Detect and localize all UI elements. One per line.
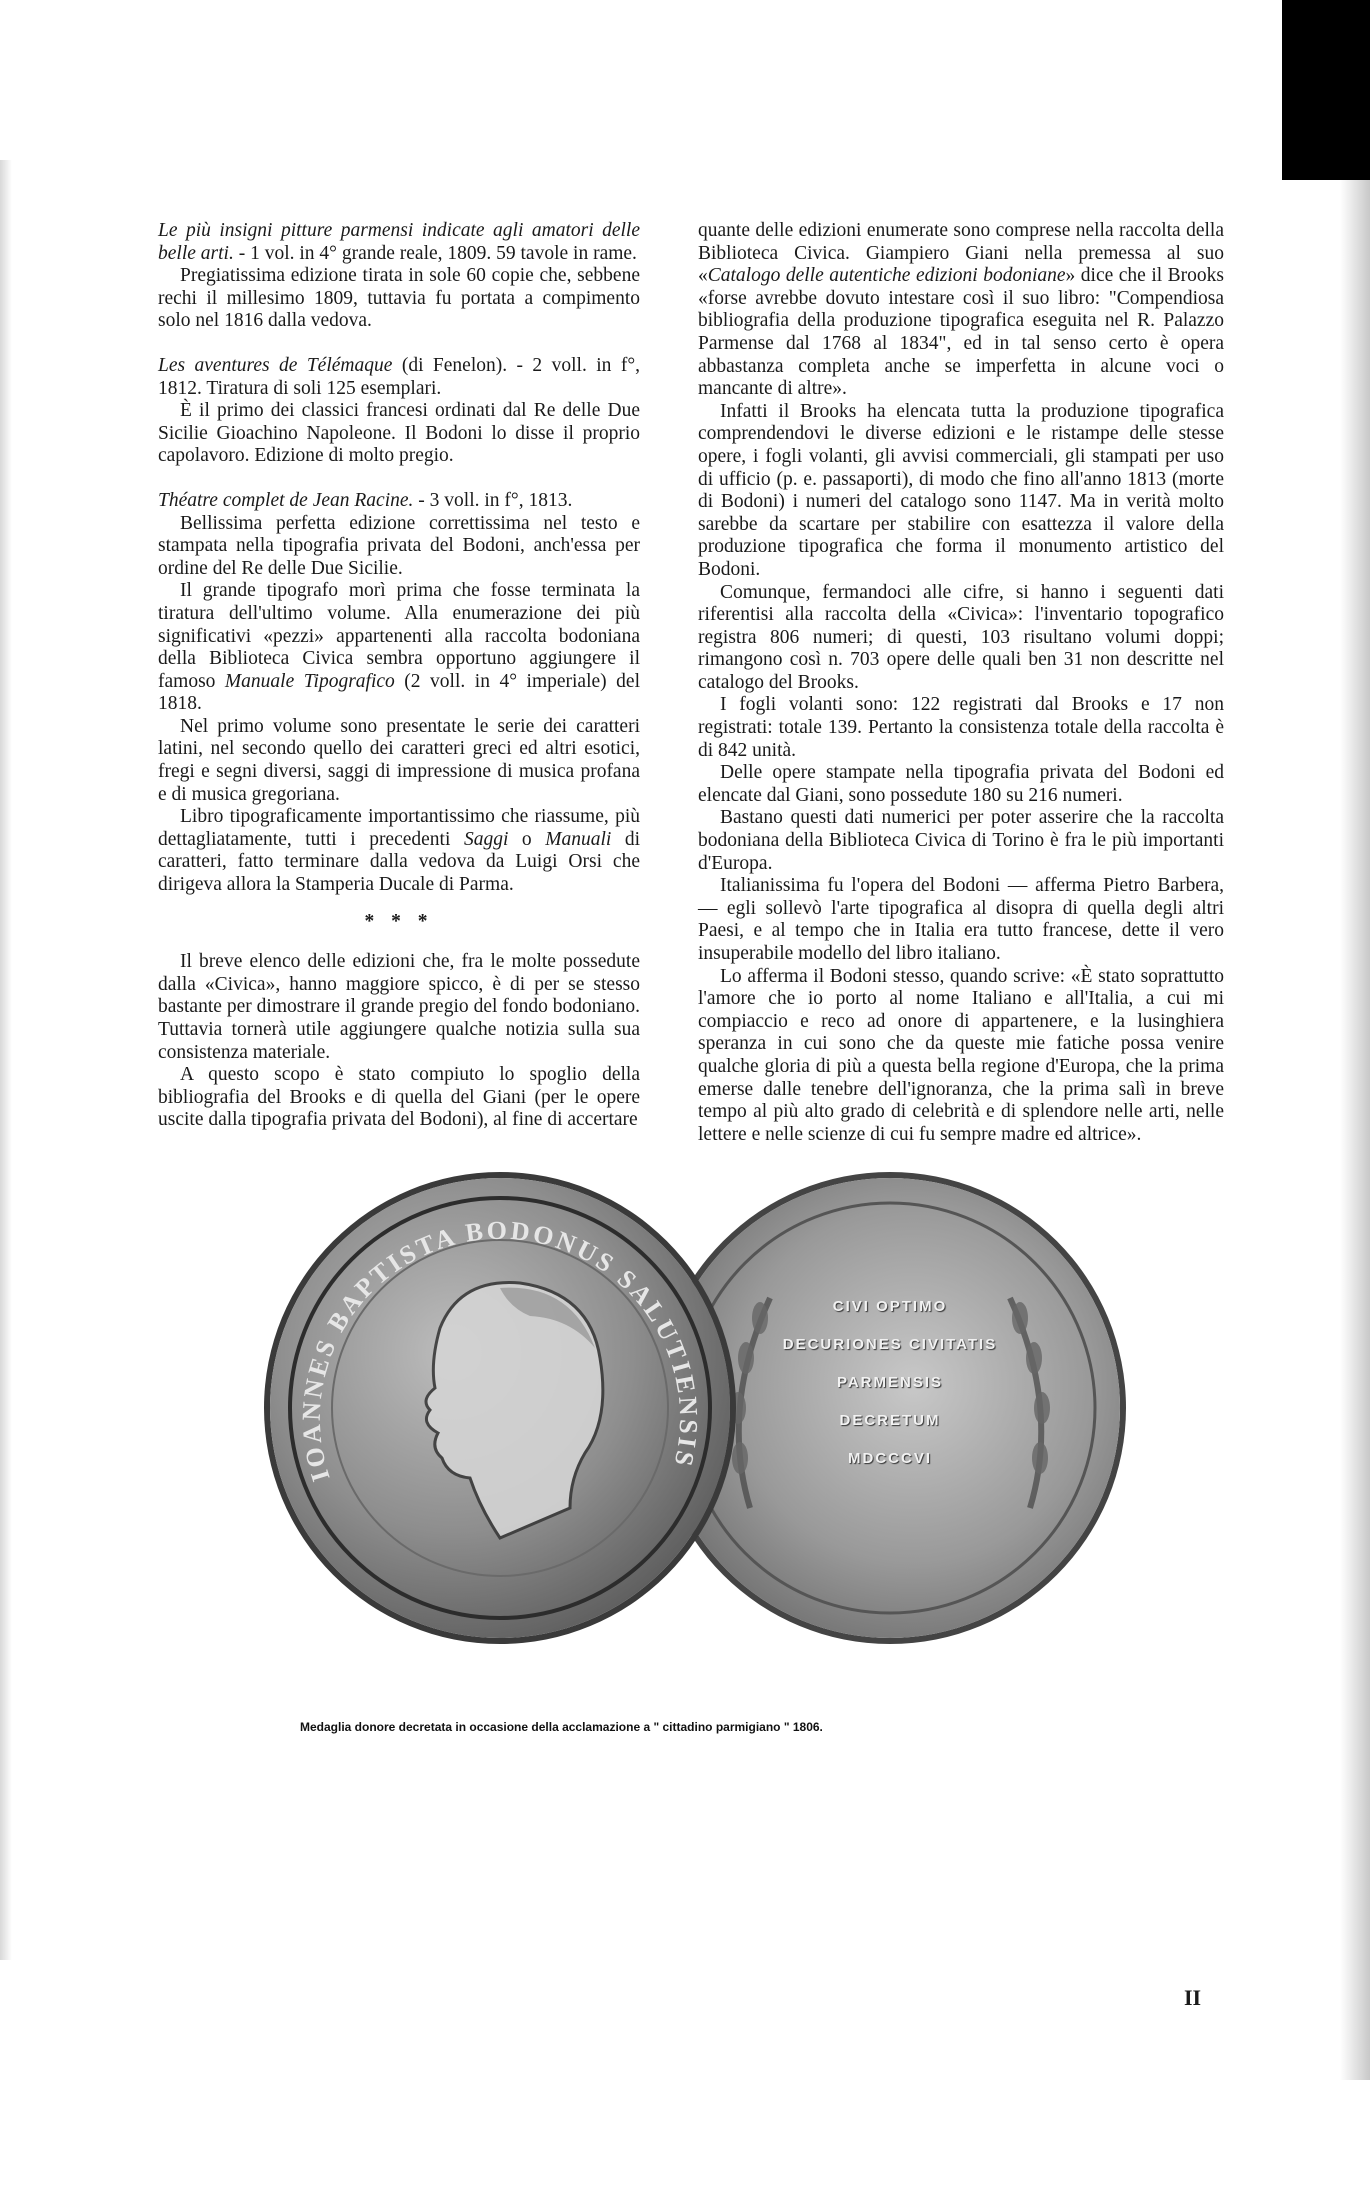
top-margin	[0, 0, 1370, 148]
scan-right-edge	[1340, 180, 1370, 2080]
paragraph: È il primo dei classici francesi ordinati dal Re delle Due Sicilie Gioachino Napoleone. Il Bodoni lo disse il proprio capolavoro. Edizione di molto pregio.	[158, 400, 640, 467]
entry-telemaque: Les aventures de Télémaque (di Fenelon). - 2 voll. in f°, 1812. Tiratura di soli 125 esemplari.	[158, 354, 640, 399]
paragraph: Delle opere stampate nella tipografia privata del Bodoni ed elencate dal Giani, sono possedute 180 su 216 numeri.	[698, 762, 1224, 806]
medal-inscription: CIVI OPTIMO DECURIONES CIVITATIS PARMENSIS DECRETUM MDCCCVI	[782, 1298, 998, 1467]
scan-dark-corner	[1282, 0, 1370, 180]
portrait-profile-icon	[270, 1178, 730, 1638]
paragraph: quante delle edizioni enumerate sono comprese nella raccolta della Biblioteca Civica. Giampiero Giani nella premessa al suo «Catalogo delle autentiche edizioni bodoniane» dice che il Brooks «forse avrebbe dovuto intestare così il suo libro: "Compendiosa bibliografia della produzione tipografica eseguita nel R. Palazzo Parmense dal 1768 al 1834", ed in tal senso certo è opera abbastanza completa anche se imperfetta in alcune voci o mancante di altre».	[698, 220, 1224, 400]
paragraph: Il breve elenco delle edizioni che, fra le molte possedute dalla «Civica», hanno maggiore spicco, è di per se stesso bastante per dimostrare il grande pregio del fondo bodoniano. Tuttavia tornerà utile aggiungere qualche notizia sulla sua consistenza materiale.	[158, 951, 640, 1063]
paragraph: A questo scopo è stato compiuto lo spoglio della bibliografia del Brooks e di quella del Giani (per le opere uscite dalla tipografia privata del Bodoni), al fine di accertare	[158, 1064, 640, 1131]
medal-photo	[270, 1178, 1100, 1648]
paragraph: I fogli volanti sono: 122 registrati dal Brooks e 17 non registrati: totale 139. Pertanto la consistenza totale della raccolta è di 842 unità.	[698, 694, 1224, 761]
paragraph: Pregiatissima edizione tirata in sole 60 copie che, sebbene rechi il millesimo 1809, tuttavia fu portata a compimento solo nel 1816 dalla vedova.	[158, 265, 640, 332]
paragraph: Lo afferma il Bodoni stesso, quando scrive: «È stato soprattutto l'amore che io porto al nome Italiano e all'Italia, a cui mi compiaccio e reco ad onore di appartenere, e la lusinghiera speranza in cui sono che da queste mie fatiche possa venire qualche gloria di più a questa bella regione d'Europa, che la prima emerse dalle tenebre dell'ignoranza, che la prima salì in breve tempo al più alto grado di celebrità e di splendore nelle arti, nelle lettere e nelle scienze di cui fu sempre madre ed altrice».	[698, 965, 1224, 1145]
paragraph: Comunque, fermandoci alle cifre, si hanno i seguenti dati riferentisi alla raccolta della «Civica»: l'inventario topografico registra 806 numeri; di questi, 103 risultano volumi doppi; rimangono così n. 703 opere delle quali ben 31 non descritte nel catalogo del Brooks.	[698, 581, 1224, 693]
entry-racine: Théatre complet de Jean Racine. - 3 voll. in f°, 1813.	[158, 489, 573, 511]
paragraph: Nel primo volume sono presentate le serie dei caratteri latini, nel secondo quello dei caratteri greci ed altri esotici, fregi e segni diversi, saggi di impressione di musica profana e di musica gregoriana.	[158, 715, 640, 805]
paragraph: Libro tipograficamente importantissimo che riassume, più dettagliatamente, tutti i precedenti Saggi o Manuali di caratteri, fatto terminare dalla vedova da Luigi Orsi che dirigeva allora la Stamperia Ducale di Parma.	[158, 806, 641, 896]
page-number: II	[1184, 1985, 1202, 2010]
right-text-column	[698, 220, 1224, 1146]
medal-obverse	[270, 1178, 730, 1638]
figure-caption: Medaglia donore decretata in occasione della acclamazione a " cittadino parmigiano " 1806.	[300, 1720, 823, 1734]
medal-legend: IOANNES BAPTISTA BODONUS SALUTIENSIS	[296, 1215, 704, 1485]
section-separator: * * *	[364, 910, 434, 932]
entry-pitture-parmensi: Le più insigni pitture parmensi indicate agli amatori delle belle arti. - 1 vol. in 4° grande reale, 1809. 59 tavole in rame.	[158, 220, 640, 264]
paragraph: Bellissima perfetta edizione correttissima nel testo e stampata nella tipografia privata del Bodoni, anch'essa per ordine del Re delle Due Sicilie.	[158, 512, 640, 579]
left-text-column	[158, 220, 640, 1132]
paragraph: Infatti il Brooks ha elencata tutta la produzione tipografica comprendendovi le diverse edizioni e le ristampe delle stesse opere, i fogli volanti, gli avvisi commerciali, gli stampati per uso di ufficio (p. e. passaporti), di modo che fino all'anno 1813 (morte di Bodoni) i numeri del catalogo sono 1147. Ma in verità molto sarebbe da scartare per stabilire con esattezza il valore della produzione tipografica che forma il monumento artistico del Bodoni.	[698, 400, 1224, 580]
scan-left-edge	[0, 160, 12, 1960]
paragraph: Italianissima fu l'opera del Bodoni — afferma Pietro Barbera, — egli sollevò l'arte tipografica al disopra di quella degli altri Paesi, e al tempo che in Italia era tutto francese, dette il vero insuperabile modello del libro italiano.	[698, 875, 1224, 964]
paragraph: Bastano questi dati numerici per poter asserire che la raccolta bodoniana della Biblioteca Civica di Torino è fra le più importanti d'Europa.	[698, 807, 1224, 874]
paragraph: Il grande tipografo morì prima che fosse terminata la tiratura dell'ultimo volume. Alla enumerazione dei più significativi «pezzi» appartenenti alla raccolta bodoniana della Biblioteca Civica sembra opportuno aggiungere il famoso Manuale Tipografico (2 voll. in 4° imperiale) del 1818.	[158, 580, 640, 715]
